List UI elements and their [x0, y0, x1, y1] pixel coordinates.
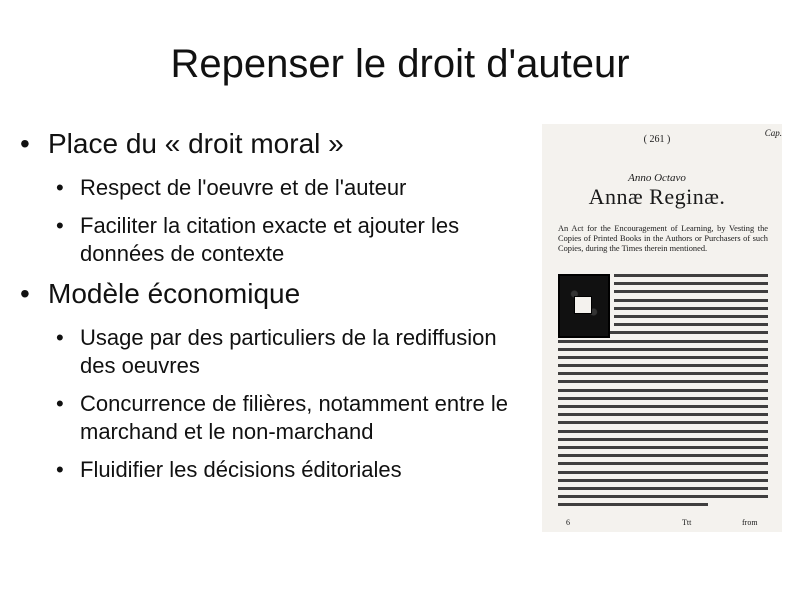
sub-bullet-text: Fluidifier les décisions éditoriales: [80, 457, 402, 482]
ornamental-initial: [558, 274, 610, 338]
scan-text-line: [614, 299, 768, 302]
bullet-text: Modèle économique: [48, 278, 301, 309]
bullet-dot: •: [20, 128, 30, 159]
scan-foot-right: from: [742, 518, 758, 527]
scan-text-line: [558, 462, 768, 465]
scan-text-line: [558, 487, 768, 490]
scan-text-line: [558, 503, 708, 506]
scan-foot-left: 6: [566, 518, 570, 527]
scan-text-line: [558, 397, 768, 400]
scan-text-line: [558, 413, 768, 416]
scan-act-title: An Act for the Encouragement of Learning, by Vesting the Copies of Printed Books in the Authors or Purchasers of such Copies, during the Times therein mentioned.: [558, 224, 768, 253]
scan-text-line: [558, 340, 768, 343]
sub-bullet-respect: [18, 174, 518, 202]
slide-title: Repenser le droit d'auteur: [170, 42, 630, 86]
sub-bullet-text: Respect de l'oeuvre et de l'auteur: [80, 175, 407, 200]
scan-text-line: [558, 348, 768, 351]
sub-bullet-text: Concurrence de filières, notamment entre le marchand et le non-marchand: [80, 391, 508, 444]
bullet-dot: •: [56, 457, 64, 482]
bullet-droit-moral: [18, 128, 518, 160]
scan-text-line: [614, 274, 768, 277]
scan-text-line: [558, 438, 768, 441]
sub-bullet-concurrence: [18, 390, 518, 446]
bullet-modele-economique: [18, 278, 518, 310]
scan-text-line: [614, 315, 768, 318]
scan-anno-octavo: Anno Octavo: [628, 172, 686, 184]
scan-text-line: [614, 290, 768, 293]
scan-text-line: [558, 380, 768, 383]
bullet-dot: •: [20, 278, 30, 309]
scan-corner-note: Cap.: [764, 128, 782, 138]
scan-text-line: [558, 430, 768, 433]
bullet-dot: •: [56, 213, 64, 238]
sub-bullet-citation: [18, 212, 518, 268]
scan-annae-reginae: Annæ Reginæ.: [588, 184, 726, 209]
sub-bullet-fluidifier: [18, 456, 518, 484]
bullet-dot: •: [56, 325, 64, 350]
scan-text-line: [558, 471, 768, 474]
scan-page-number: ( 261 ): [643, 134, 671, 145]
sub-bullet-text: Usage par des particuliers de la rediffusion des oeuvres: [80, 325, 497, 378]
bullet-list: [18, 128, 518, 494]
scanned-statute-page: [542, 124, 782, 532]
scan-text-line: [614, 282, 768, 285]
scan-text-line: [558, 479, 768, 482]
scan-text-line: [558, 405, 768, 408]
scan-text-line: [558, 446, 768, 449]
scan-text-line: [614, 307, 768, 310]
scan-text-line: [558, 356, 768, 359]
scan-text-line: [558, 454, 768, 457]
scan-text-line: [558, 364, 768, 367]
scan-text-line: [614, 323, 768, 326]
scan-foot-mid: Ttt: [682, 518, 692, 527]
scan-text-line: [558, 389, 768, 392]
scan-text-line: [558, 372, 768, 375]
sub-bullet-text: Faciliter la citation exacte et ajouter les données de contexte: [80, 213, 460, 266]
bullet-text: Place du « droit moral »: [48, 128, 344, 159]
bullet-dot: •: [56, 175, 64, 200]
sub-bullet-usage: [18, 324, 518, 380]
bullet-dot: •: [56, 391, 64, 416]
scan-text-line: [558, 421, 768, 424]
scan-text-line: [558, 495, 768, 498]
